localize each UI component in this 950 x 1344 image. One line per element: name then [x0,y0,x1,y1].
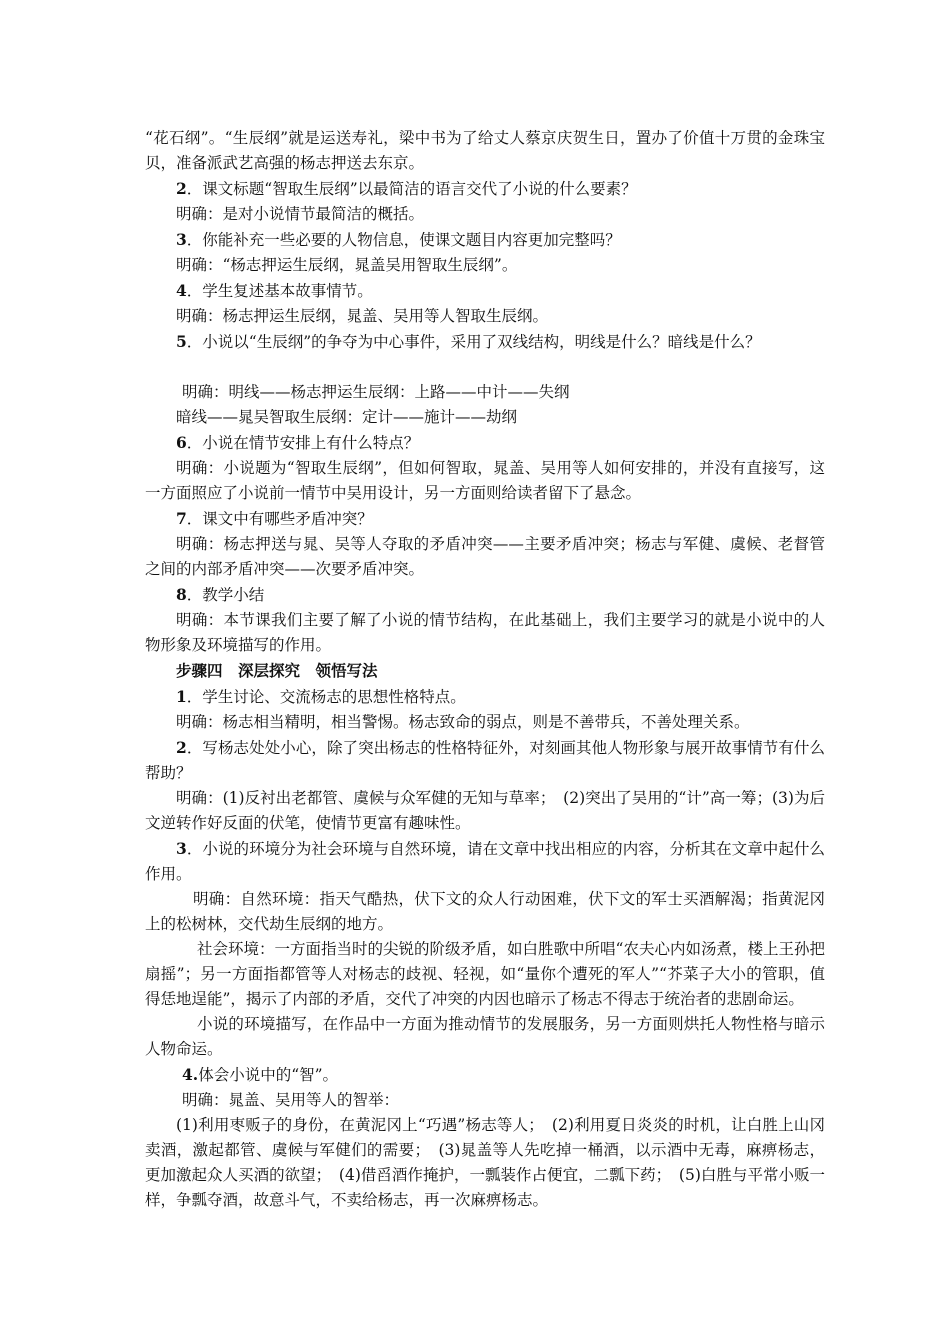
question-number: 2 [176,179,187,198]
step4-answer-4-list: (1)利用枣贩子的身份，在黄泥冈上“巧遇”杨志等人； (2)利用夏日炎炎的时机，让白胜上山冈卖酒，激起都管、虞候与军健们的需要； (3)晁盖等人先吃掉一桶酒，以示酒中无毒，麻痹杨志，更加激起众人买酒的欲望； (4)借舀酒作掩护，一瓢装作占便宜，二瓢下药； (5)白胜与平常小贩一样，争瓢夺酒，故意斗气，不卖给杨志，再一次麻痹杨志。 [145,1116,825,1209]
step4-answer-3-social: 社会环境：一方面指当时的尖锐的阶级矛盾，如白胜歌中所唱“农夫心内如汤煮，楼上王孙把扇摇”；另一方面指都管等人对杨志的歧视、轻视，如“量你个遭死的军人”“芥菜子大小的管职，值得恁地逞能”，揭示了内部的矛盾，交代了冲突的内因也暗示了杨志不得志于统治者的悲剧命运。 [145,940,825,1008]
step4-answer-3-summary: 小说的环境描写，在作品中一方面为推动情节的发展服务，另一方面则烘托人物性格与暗示人物命运。 [145,1015,825,1058]
step4-answer-1: 明确：杨志相当精明，相当警惕。杨志致命的弱点，则是不善带兵，不善处理关系。 [176,713,750,731]
question-number: 8 [176,585,187,604]
answer-7: 明确：杨志押送与晁、吴等人夺取的矛盾冲突——主要矛盾冲突；杨志与军健、虞候、老督管之间的内部矛盾冲突——次要矛盾冲突。 [145,535,825,578]
question-number: 3 [176,839,187,858]
question-text: ．学生讨论、交流杨志的思想性格特点。 [186,688,466,706]
question-8 [145,582,825,608]
question-7 [145,506,825,532]
question-text: ．写杨志处处小心，除了突出杨志的性格特征外，对刻画其他人物形象与展开故事情节有什么帮助？ [145,739,825,782]
question-number: 7 [176,509,187,528]
step4-question-2 [145,735,825,786]
section-heading-text: 步骤四 深层探究 领悟写法 [176,661,378,680]
paragraph-intro: “花石纲”。“生辰纲”就是运送寿礼，梁中书为了给丈人蔡京庆贺生日，置办了价值十万贯的金珠宝贝，准备派武艺高强的杨志押送去东京。 [145,129,825,172]
answer-3: 明确：“杨志押运生辰纲，晁盖吴用智取生辰纲”。 [176,256,518,274]
question-number: 1 [176,687,187,706]
question-5 [145,329,825,355]
question-6 [145,430,825,456]
question-number: 2 [176,738,187,757]
answer-8: 明确：本节课我们主要了解了小说的情节结构，在此基础上，我们主要学习的就是小说中的人物形象及环境描写的作用。 [145,611,825,654]
question-text: ．课文标题“智取生辰纲”以最简洁的语言交代了小说的什么要素？ [186,180,637,198]
question-text: 体会小说中的“智”。 [198,1066,339,1084]
step4-question-3 [145,836,825,887]
question-text: ．课文中有哪些矛盾冲突？ [186,510,373,528]
question-text: ．小说以“生辰纲”的争夺为中心事件，采用了双线结构，明线是什么？暗线是什么？ [186,333,761,351]
question-number: 4 [176,281,187,300]
step4-question-4 [145,1062,825,1088]
answer-4: 明确：杨志押运生辰纲，晁盖、吴用等人智取生辰纲。 [176,307,549,325]
step4-answer-3-natural: 明确：自然环境：指天气酷热，伏下文的众人行动困难，伏下文的军士买酒解渴；指黄泥冈上的松树林，交代劫生辰纲的地方。 [145,890,825,933]
question-text: ．你能补充一些必要的人物信息，使课文题目内容更加完整吗？ [186,231,621,249]
step4-question-1 [145,684,825,710]
answer-5-main-line: 明确：明线——杨志押运生辰纲：上路——中计——失纲 [182,383,570,401]
question-4 [145,278,825,304]
step4-answer-2: 明确：(1)反衬出老都管、虞候与众军健的无知与草率； (2)突出了吴用的“计”高一筹；(3)为后文逆转作好反面的伏笔，使情节更富有趣味性。 [145,789,825,832]
answer-2: 明确：是对小说情节最简洁的概括。 [176,205,425,223]
section-heading-step4 [145,658,825,684]
document-page [145,126,825,1213]
question-number: 4. [182,1065,199,1084]
blank-line [145,355,825,380]
answer-5-hidden-line: 暗线——晁吴智取生辰纲：定计——施计——劫纲 [176,408,518,426]
answer-6: 明确：小说题为“智取生辰纲”，但如何智取，晁盖、吴用等人如何安排的，并没有直接写，这一方面照应了小说前一情节中吴用设计，另一方面则给读者留下了悬念。 [145,459,825,502]
question-text: ．小说在情节安排上有什么特点？ [186,434,420,452]
question-3 [145,227,825,253]
question-number: 5 [176,332,187,351]
question-2 [145,176,825,202]
question-text: ．教学小结 [186,586,265,604]
question-number: 3 [176,230,187,249]
step4-answer-4: 明确：晁盖、吴用等人的智举： [182,1091,400,1109]
question-number: 6 [176,433,187,452]
question-text: ．小说的环境分为社会环境与自然环境，请在文章中找出相应的内容，分析其在文章中起什么作用。 [145,840,825,883]
question-text: ．学生复述基本故事情节。 [186,282,373,300]
